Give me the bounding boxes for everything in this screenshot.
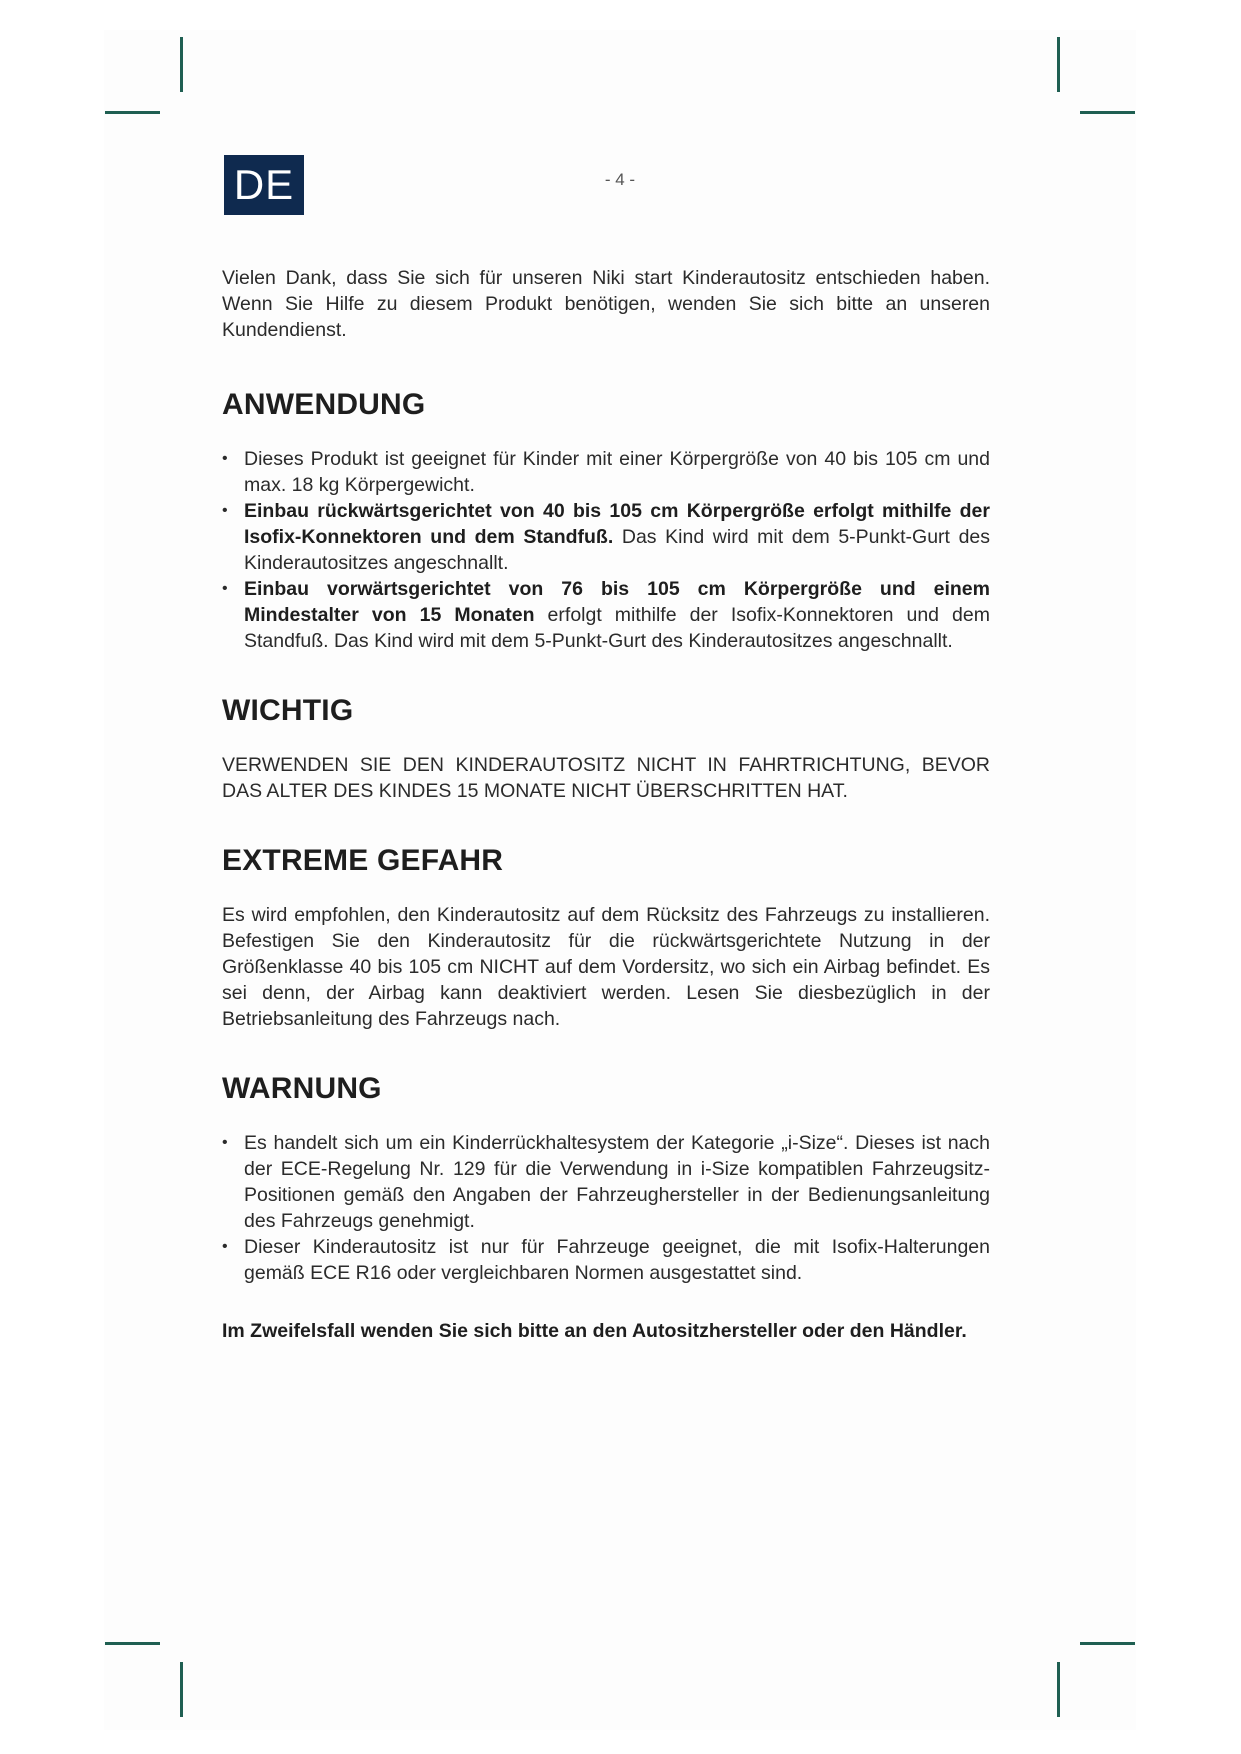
anwendung-item-1-text: Dieses Produkt ist geeignet für Kinder mit einer Körpergröße von 40 bis 105 cm und max. 18 kg Körpergewicht. — [244, 448, 990, 496]
warnung-item-2 — [222, 1234, 990, 1286]
document-body — [222, 265, 990, 1364]
warnung-item-1 — [222, 1130, 990, 1234]
anwendung-item-2 — [222, 498, 990, 576]
crop-mark-top-right-horizontal — [1080, 111, 1135, 114]
crop-mark-bottom-right-vertical — [1057, 1662, 1060, 1717]
crop-mark-bottom-left-horizontal — [105, 1642, 160, 1645]
anwendung-item-2-text: Das Kind wird mit dem 5-Punkt-Gurt des Kinderautositzes angeschnallt. — [244, 526, 991, 574]
crop-mark-top-left-horizontal — [105, 111, 160, 114]
heading-anwendung: ANWENDUNG — [222, 388, 426, 421]
warnung-item-1-text: Es handelt sich um ein Kinderrückhaltesystem der Kategorie „i-Size“. Dieses ist nach der ECE-Regelung Nr. 129 für die Verwendung in i-Size kompatiblen Fahrzeugsitz-Positionen gemäß den Angaben der Fahrzeughersteller in der Bedienungsanleitung des Fahrzeugs genehmigt. — [244, 1132, 990, 1232]
anwendung-list — [222, 446, 990, 654]
heading-wichtig: WICHTIG — [222, 694, 354, 727]
crop-mark-top-right-vertical — [1057, 37, 1060, 92]
language-badge: DE — [224, 155, 304, 215]
anwendung-item-3-bold: Einbau vorwärtsgerichtet von 76 bis 105 cm Körpergröße und einem Mindestalter von 15 Monaten — [244, 578, 990, 626]
crop-mark-bottom-left-vertical — [180, 1662, 183, 1717]
anwendung-item-3-text: erfolgt mithilfe der Isofix-Konnektoren und dem Standfuß. Das Kind wird mit dem 5-Punkt-Gurt des Kinderautositzes angeschnallt. — [244, 604, 990, 652]
heading-warnung: WARNUNG — [222, 1072, 382, 1105]
wichtig-text: VERWENDEN SIE DEN KINDERAUTOSITZ NICHT IN FAHRTRICHTUNG, BEVOR DAS ALTER DES KINDES 15 MONATE NICHT ÜBERSCHRITTEN HAT. — [222, 754, 990, 802]
anwendung-item-2-bold: Einbau rückwärtsgerichtet von 40 bis 105 cm Körpergröße erfolgt mithilfe der Isofix-Konnektoren und dem Standfuß. — [244, 500, 990, 548]
crop-mark-bottom-right-horizontal — [1080, 1642, 1135, 1645]
heading-extreme-gefahr: EXTREME GEFAHR — [222, 844, 504, 877]
page-number: - 4 - — [604, 170, 636, 189]
intro-paragraph: Vielen Dank, dass Sie sich für unseren Niki start Kinderautositz entschieden haben. Wenn Sie Hilfe zu diesem Produkt benötigen, wenden Sie sich bitte an unseren Kundendienst. — [222, 267, 990, 341]
anwendung-item-3 — [222, 576, 990, 654]
warnung-list — [222, 1130, 990, 1286]
warnung-item-2-text: Dieser Kinderautositz ist nur für Fahrzeuge geeignet, die mit Isofix-Halterungen gemäß ECE R16 oder vergleichbaren Normen ausgestattet sind. — [244, 1236, 990, 1284]
crop-mark-top-left-vertical — [180, 37, 183, 92]
final-note: Im Zweifelsfall wenden Sie sich bitte an den Autositzhersteller oder den Händler. — [222, 1320, 967, 1342]
extreme-gefahr-text: Es wird empfohlen, den Kinderautositz auf dem Rücksitz des Fahrzeugs zu installieren. Befestigen Sie den Kinderautositz für die rückwärtsgerichtete Nutzung in der Größenklasse 40 bis 105 cm NICHT auf dem Vordersitz, wo sich ein Airbag befindet. Es sei denn, der Airbag kann deaktiviert werden. Lesen Sie diesbezüglich in der Betriebsanleitung des Fahrzeugs nach. — [222, 904, 990, 1030]
anwendung-item-1 — [222, 446, 990, 498]
